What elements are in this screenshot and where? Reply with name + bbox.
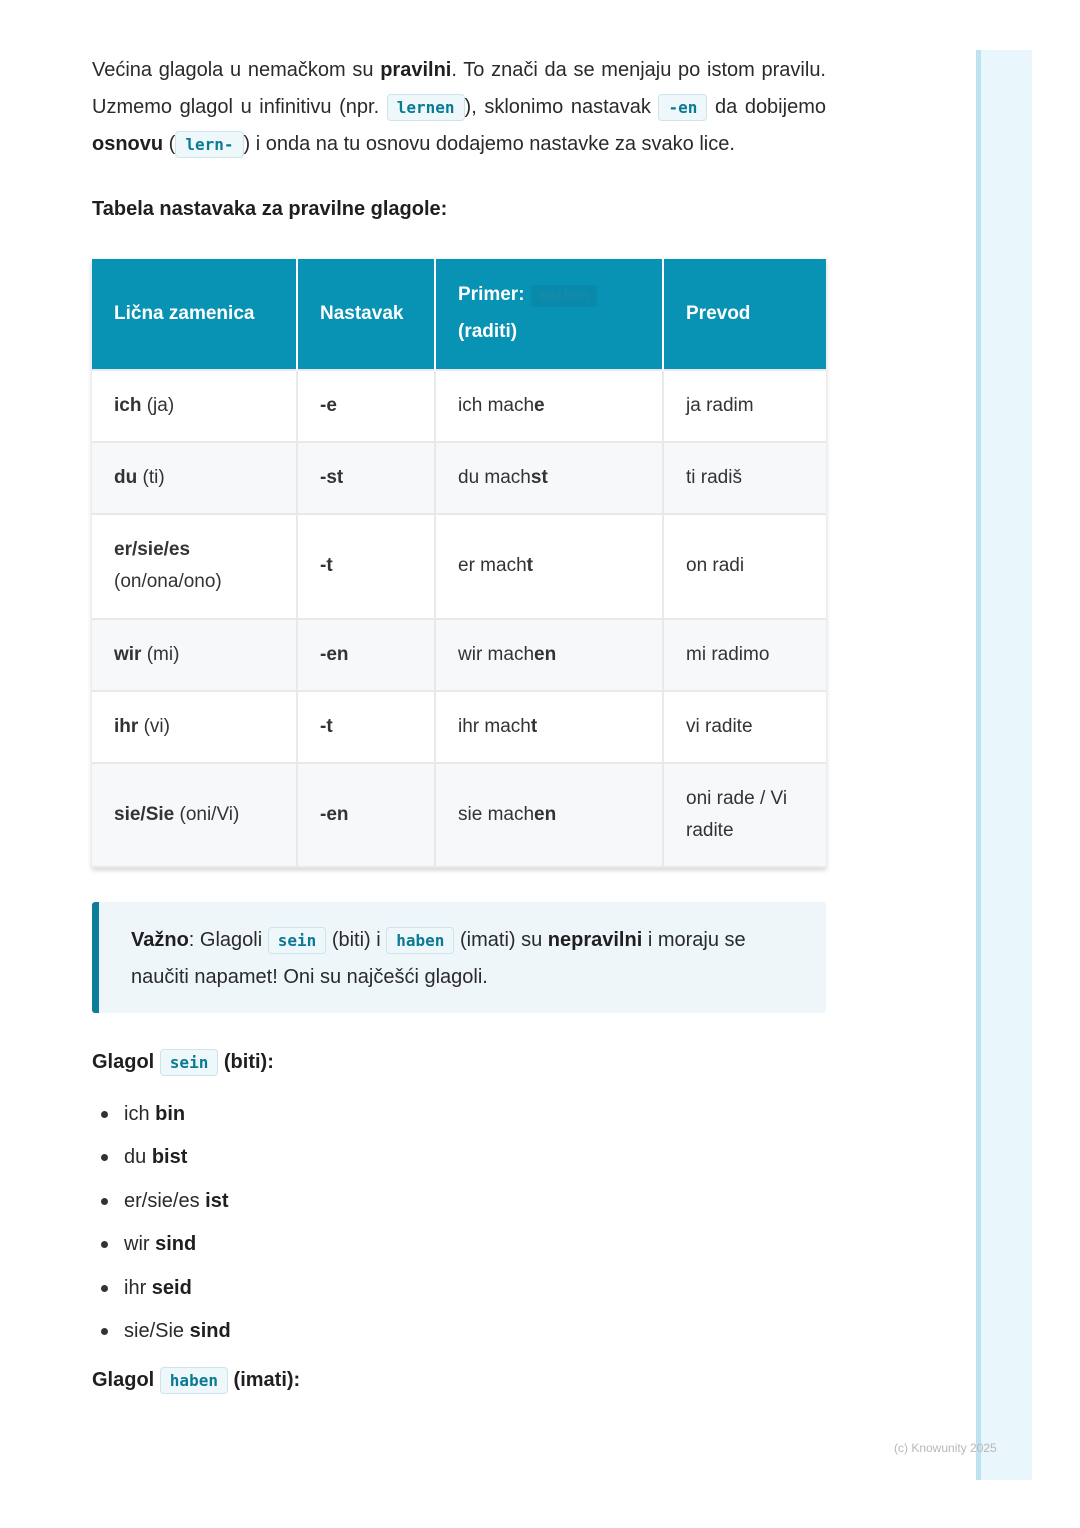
header-example: Primer: machen (raditi) [435,259,663,370]
callout-label: Važno [131,928,189,951]
table-row [92,691,826,763]
copyright-footer: (c) Knowunity 2025 [894,1441,997,1455]
code-haben-heading: haben [160,1367,228,1394]
cell-example: du machst [435,442,663,514]
bold-term: osnovu [92,133,164,155]
table-row [92,442,826,514]
list-item: wir sind [92,1226,826,1270]
sein-conjugation-list [92,1096,826,1358]
code-en-ending: -en [658,94,707,121]
cell-example: sie machen [435,763,663,867]
haben-heading: Glagol haben (imati): [92,1369,826,1392]
cell-ending: -e [297,370,435,442]
bold-term: pravilni [380,59,452,81]
cell-pronoun: wir (mi) [92,619,297,691]
code-lernen: lernen [387,94,465,121]
list-item: du bist [92,1139,826,1183]
cell-example: er macht [435,514,663,619]
cell-example: wir machen [435,619,663,691]
code-sein-heading: sein [160,1049,219,1076]
header-pronoun: Lična zamenica [92,259,297,370]
list-item: ich bin [92,1096,826,1140]
cell-ending: -st [297,442,435,514]
cell-pronoun: er/sie/es (on/ona/ono) [92,514,297,619]
cell-translation: mi radimo [663,619,826,691]
cell-ending: -t [297,691,435,763]
cell-translation: vi radite [663,691,826,763]
cell-pronoun: sie/Sie (oni/Vi) [92,763,297,867]
table-header-row [92,259,826,370]
sein-heading: Glagol sein (biti): [92,1051,826,1074]
header-translation: Prevod [663,259,826,370]
list-item: ihr seid [92,1270,826,1314]
code-stem: lern- [175,131,243,158]
table-heading: Tabela nastavaka za pravilne glagole: [92,197,448,220]
cell-pronoun: ihr (vi) [92,691,297,763]
code-sein: sein [268,927,327,954]
cell-translation: on radi [663,514,826,619]
header-example-code: machen [531,285,598,307]
list-item: sie/Sie sind [92,1313,826,1357]
table-row [92,370,826,442]
table-row [92,619,826,691]
intro-paragraph: Većina glagola u nemačkom su pravilni. To znači da se menjaju po istom pravilu. Uzmemo glagol u infinitivu (npr. lernen ), sklonimo nastavak -en da dobijemo osnovu ( lern- ) i onda na tu osnovu dodajemo nastavke za svako lice. [92,52,826,164]
code-haben: haben [386,927,454,954]
cell-ending: -en [297,619,435,691]
document-content [92,52,826,1392]
header-ending: Nastavak [297,259,435,370]
bold-term: nepravilni [547,928,643,951]
cell-example: ich mache [435,370,663,442]
cell-pronoun: du (ti) [92,442,297,514]
cell-translation: oni rade / Vi radite [663,763,826,867]
table-row [92,514,826,619]
cell-example: ihr macht [435,691,663,763]
conjugation-table [92,259,826,868]
table-row [92,763,826,867]
list-item: er/sie/es ist [92,1183,826,1227]
side-margin-strip [976,50,1032,1480]
important-callout: Važno: Glagoli sein (biti) i haben (imati) su nepravilni i moraju se naučiti napamet! Oni su najčešći glagoli. [92,902,826,1013]
cell-pronoun: ich (ja) [92,370,297,442]
cell-ending: -t [297,514,435,619]
cell-ending: -en [297,763,435,867]
cell-translation: ja radim [663,370,826,442]
cell-translation: ti radiš [663,442,826,514]
